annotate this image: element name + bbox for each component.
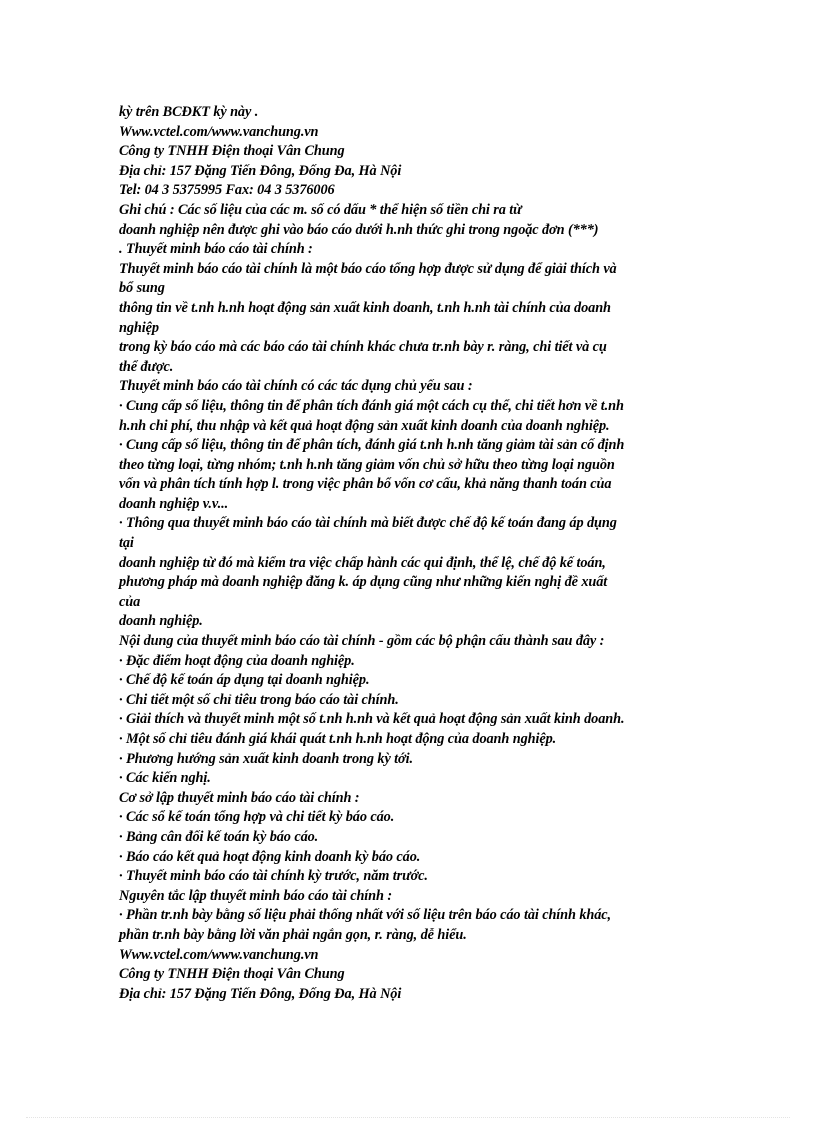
text-line: doanh nghiệp v.v... [119, 495, 229, 512]
bullet-line: · Bảng cân đối kế toán kỳ báo cáo. [119, 828, 319, 845]
text-line: trong kỳ báo cáo mà các báo cáo tài chính khác chưa tr.nh bày r. ràng, chi tiết và cụ [119, 339, 607, 356]
text-line: thể được. [119, 358, 174, 375]
text-line: doanh nghiệp. [119, 613, 203, 630]
text-line: Thuyết minh báo cáo tài chính là một báo cáo tổng hợp được sử dụng để giải thích và [119, 260, 617, 277]
bullet-line: · Cung cấp số liệu, thông tin để phân tích đánh giá một cách cụ thể, chi tiết hơn về t.nh [119, 397, 624, 414]
company-name-line: Công ty TNHH Điện thoại Vân Chung [119, 966, 345, 983]
company-name-line: Công ty TNHH Điện thoại Vân Chung [119, 143, 345, 160]
bullet-line: · Thông qua thuyết minh báo cáo tài chính mà biết được chế độ kế toán đang áp dụng [119, 515, 617, 532]
bullet-line: · Thuyết minh báo cáo tài chính kỳ trước, năm trước. [119, 868, 428, 885]
text-line: h.nh chi phí, thu nhập và kết quả hoạt động sản xuất kinh doanh của doanh nghiệp. [119, 417, 610, 434]
bullet-line: · Đặc điểm hoạt động của doanh nghiệp. [119, 652, 355, 669]
section-heading: Nội dung của thuyết minh báo cáo tài chính - gồm các bộ phận cấu thành sau đây : [119, 633, 605, 650]
address-line: Địa chỉ: 157 Đặng Tiến Đông, Đống Đa, Hà Nội [119, 162, 402, 179]
bullet-line: · Phương hướng sản xuất kinh doanh trong kỳ tới. [119, 750, 413, 767]
text-line: tại [119, 535, 134, 552]
bullet-line: · Các kiến nghị. [119, 770, 211, 787]
text-line: theo từng loại, từng nhóm; t.nh h.nh tăng giảm vốn chủ sở hữu theo từng loại nguồn [119, 456, 615, 473]
text-line: nghiệp [119, 319, 159, 336]
text-line: của [119, 593, 141, 610]
document-body [119, 103, 704, 1004]
bullet-line: · Chế độ kế toán áp dụng tại doanh nghiệp. [119, 672, 370, 689]
text-line: doanh nghiệp nên được ghi vào báo cáo dưới h.nh thức ghi trong ngoặc đơn (***) [119, 221, 599, 238]
text-line: Ghi chú : Các số liệu của các m. số có dấu * thể hiện số tiền chi ra từ [119, 201, 522, 218]
text-line: vốn và phân tích tính hợp l. trong việc phân bổ vốn cơ cấu, khả năng thanh toán của [119, 476, 612, 493]
text-line: thông tin về t.nh h.nh hoạt động sản xuất kinh doanh, t.nh h.nh tài chính của doanh [119, 299, 611, 316]
text-line: kỳ trên BCĐKT kỳ này . [119, 104, 259, 120]
bullet-line: · Phần tr.nh bày bằng số liệu phải thống nhất với số liệu trên báo cáo tài chính khác, [119, 907, 612, 924]
section-heading: Nguyên tắc lập thuyết minh báo cáo tài chính : [119, 887, 393, 904]
section-heading: . Thuyết minh báo cáo tài chính : [119, 241, 313, 258]
bullet-line: · Giải thích và thuyết minh một số t.nh h.nh và kết quả hoạt động sản xuất kinh doanh. [119, 711, 625, 728]
address-line: Địa chỉ: 157 Đặng Tiến Đông, Đống Đa, Hà Nội [119, 985, 402, 1002]
page-bottom-divider [26, 1117, 790, 1118]
bullet-line: · Chi tiết một số chỉ tiêu trong báo cáo tài chính. [119, 691, 399, 708]
bullet-line: · Cung cấp số liệu, thông tin để phân tích, đánh giá t.nh h.nh tăng giảm tài sản cố định [119, 437, 625, 454]
bullet-line: · Báo cáo kết quả hoạt động kinh doanh kỳ báo cáo. [119, 848, 421, 865]
website-line: Www.vctel.com/www.vanchung.vn [119, 946, 319, 963]
section-heading: Thuyết minh báo cáo tài chính có các tác dụng chủ yếu sau : [119, 378, 473, 395]
text-line: doanh nghiệp từ đó mà kiểm tra việc chấp hành các qui định, thể lệ, chế độ kế toán, [119, 554, 606, 571]
text-line: bổ sung [119, 280, 165, 297]
section-heading: Cơ sở lập thuyết minh báo cáo tài chính : [119, 789, 360, 806]
text-line: phương pháp mà doanh nghiệp đăng k. áp dụng cũng như những kiến nghị đề xuất [119, 574, 608, 591]
bullet-line: · Một số chỉ tiêu đánh giá khái quát t.nh h.nh hoạt động của doanh nghiệp. [119, 731, 557, 747]
text-line: phần tr.nh bày bằng lời văn phải ngắn gọn, r. ràng, dễ hiểu. [119, 926, 467, 943]
bullet-line: · Các sổ kế toán tổng hợp và chi tiết kỳ báo cáo. [119, 809, 395, 826]
website-line: Www.vctel.com/www.vanchung.vn [119, 123, 319, 140]
phone-fax-line: Tel: 04 3 5375995 Fax: 04 3 5376006 [119, 182, 335, 199]
